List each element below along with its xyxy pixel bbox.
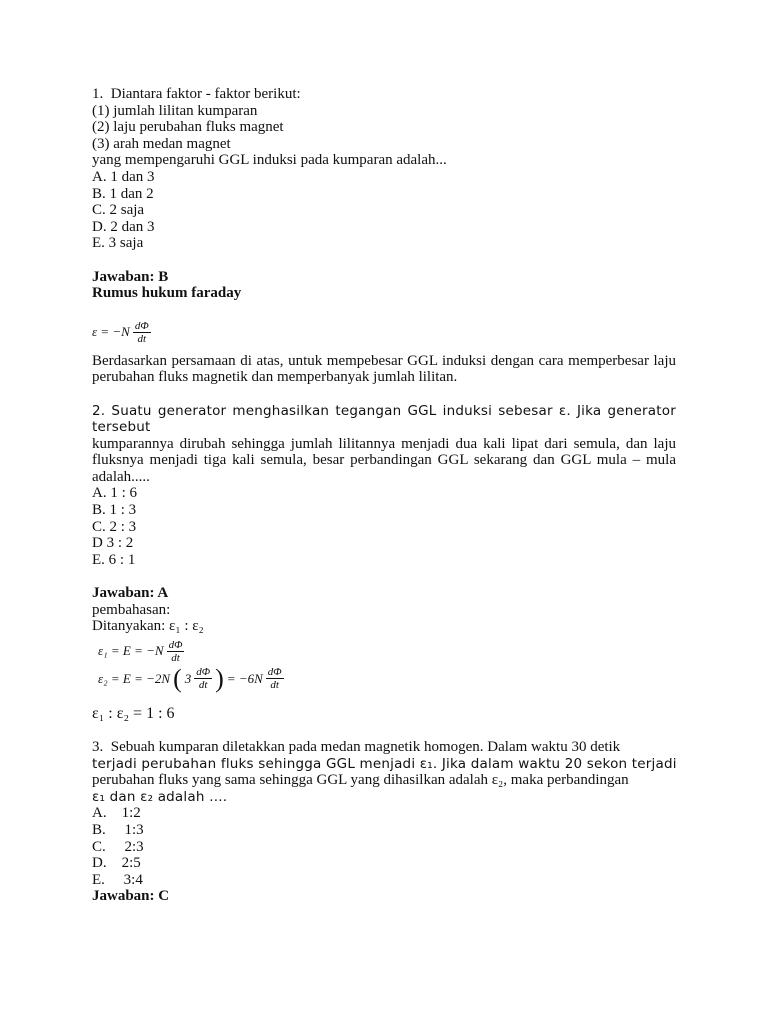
eq2-rhs: = −6N [226, 670, 263, 686]
formula-fraction [133, 320, 151, 345]
faraday-formula [92, 320, 676, 345]
q1-stem: yang mempengaruhi GGL induksi pada kumparan adalah... [92, 152, 447, 169]
q3-line-3: perubahan fluks yang sama sehingga GGL yang dihasilkan adalah ε₂, maka perbandingan [92, 772, 629, 789]
q3-line-1: 3. Sebuah kumparan diletakkan pada medan magnetik homogen. Dalam waktu 30 detik [92, 739, 621, 755]
formula-lhs: ε = −N [92, 324, 130, 340]
q3-option-d: D. 2:5 [92, 855, 141, 872]
eq2-fraction-outer [266, 666, 284, 691]
q2-answer: Jawaban: A [92, 585, 169, 602]
q3-option-c: C. 2:3 [92, 838, 144, 855]
q2-option-d: D 3 : 2 [92, 535, 134, 552]
q1-option-c: C. 2 saja [92, 202, 145, 219]
q3-line-4: ε₁ dan ε₂ adalah …. [92, 788, 228, 805]
q1-answer: Jawaban: B [92, 268, 169, 285]
formula-numerator: dΦ [134, 319, 149, 332]
eq1-lhs: ε₁ = E = −N [98, 643, 164, 659]
eq2-outer-denominator: dt [270, 679, 279, 692]
q2-asked: Ditanyakan: ε₁ : ε₂ [92, 618, 204, 635]
q1-intro: 1. Diantara faktor - faktor berikut: [92, 86, 301, 102]
eq2-inner-numerator: dΦ [196, 666, 211, 679]
q2-result: ε₁ : ε₂ = 1 : 6 [92, 704, 175, 722]
eq1-fraction [167, 639, 185, 664]
q3-line-2: terjadi perubahan fluks sehingga GGL menjadi ε₁. Jika dalam waktu 20 sekon terjadi [92, 755, 677, 772]
open-paren: ( [173, 663, 182, 693]
eq2-fraction-inner [194, 666, 212, 691]
q2-equation-2 [98, 663, 676, 693]
formula-denominator: dt [137, 332, 147, 345]
q1-option-b: B. 1 dan 2 [92, 185, 154, 202]
eq2-outer-numerator: dΦ [267, 666, 282, 679]
q1-rule-title: Rumus hukum faraday [92, 285, 242, 302]
q1-option-e: E. 3 saja [92, 235, 144, 252]
eq2-inner-denominator: dt [198, 679, 208, 692]
eq1-denominator: dt [171, 651, 180, 664]
q1-option-d: D. 2 dan 3 [92, 218, 155, 235]
q3-option-b: B. 1:3 [92, 821, 144, 838]
q2-stem-first: 2. Suatu generator menghasilkan tegangan GGL induksi sebesar ε. Jika generator tersebut [92, 402, 676, 436]
eq2-multiplier: 3 [184, 670, 192, 686]
document-page [92, 86, 676, 905]
q3-answer: Jawaban: C [92, 888, 170, 905]
q2-option-c: C. 2 : 3 [92, 518, 137, 535]
q2-equation-1 [98, 639, 676, 664]
close-paren: ) [215, 663, 224, 693]
q1-factor-1: (1) jumlah lilitan kumparan [92, 102, 258, 119]
eq1-numerator: dΦ [168, 638, 183, 651]
q2-option-b: B. 1 : 3 [92, 502, 137, 519]
q3-option-e: E. 3:4 [92, 871, 143, 888]
q2-option-e: E. 6 : 1 [92, 551, 136, 568]
q3-option-a: A. 1:2 [92, 805, 141, 822]
q2-discussion-label: pembahasan: [92, 601, 171, 618]
q1-factor-3: (3) arah medan magnet [92, 135, 231, 152]
q1-option-a: A. 1 dan 3 [92, 168, 155, 185]
eq2-lhs: ε₂ = E = −2N [98, 670, 171, 686]
q2-option-a: A. 1 : 6 [92, 485, 137, 502]
q1-explanation: Berdasarkan persamaan di atas, untuk mempebesar GGL induksi dengan cara memperbesar laju perubahan fluks magnetik dan memperbanyak jumlah lilitan. [92, 352, 676, 386]
q1-factor-2: (2) laju perubahan fluks magnet [92, 119, 284, 136]
q2-stem-rest: kumparannya dirubah sehingga jumlah lilitannya menjadi dua kali lipat dari semula, dan laju fluksnya menjadi tiga kali semula, besar perbandingan GGL sekarang dan GGL mula – mula adalah..... [92, 435, 676, 485]
